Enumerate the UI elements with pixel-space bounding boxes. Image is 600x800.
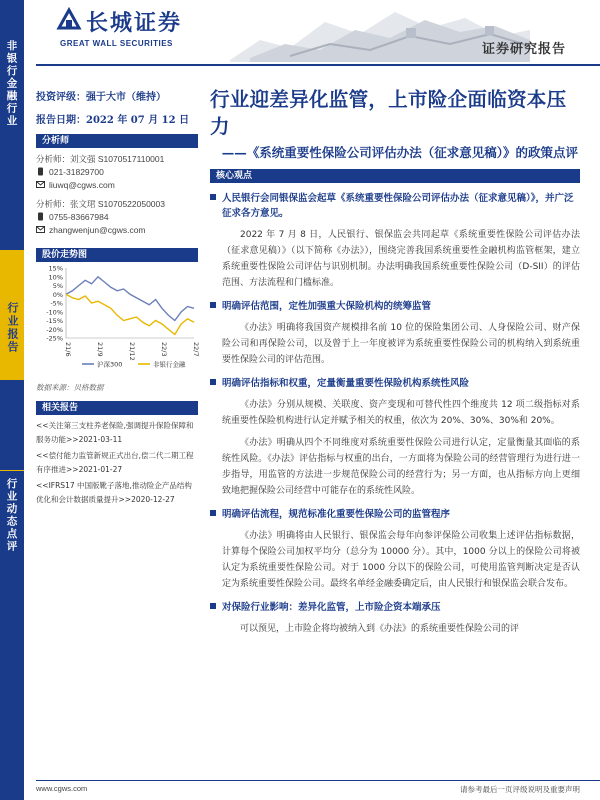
core-point	[210, 600, 580, 615]
core-point-paragraph: 《办法》明确从四个不同维度对系统重要性保险公司进行认定，定量衡量其面临的系统性风险。《办法》评估指标与权重的出台，一方面将为保险公司的经营管理行为进行进一步指导，用监管的方法进一步规范保险公司的经营行为；另一方面，也从指标方向上更细致地把握保险公司经营中可能存在的系统性风险。	[222, 438, 580, 496]
core-point	[210, 299, 580, 314]
core-views-head: 核心观点	[210, 169, 580, 183]
y-tick-label: -20%	[46, 325, 63, 334]
brand-name-en: GREAT WALL SECURITIES	[60, 39, 173, 48]
core-point	[210, 191, 580, 221]
stock-chart-section	[36, 248, 198, 393]
y-tick-label: 5%	[52, 282, 63, 290]
report-title: 行业迎差异化监管，上市险企面临资本压力	[210, 88, 567, 138]
report-subtitle: ——《系统重要性保险公司评估办法（征求意见稿）》的政策点评	[221, 145, 578, 160]
analyst-2-phone: 0755-83667984	[36, 210, 198, 223]
stock-price-chart-svg	[36, 262, 198, 370]
core-point-paragraph: 可以预见，上市险企将均被纳入到《办法》的系统重要性保险公司的评	[240, 624, 520, 634]
x-tick-label: 22/7	[192, 342, 200, 357]
related-reports-list	[36, 419, 198, 507]
x-tick-label: 21/6	[64, 342, 72, 357]
y-tick-label: -5%	[50, 299, 63, 308]
related-report-item[interactable]: <<关注第三支柱养老保险,强调提升保险保障和服务功能>>2021-03-11	[36, 421, 194, 444]
square-bullet-icon	[210, 376, 222, 391]
x-tick-label: 21/9	[96, 342, 104, 357]
footer-disclaimer: 请参考最后一页评级说明及重要声明	[460, 785, 580, 794]
core-views-list	[210, 191, 580, 637]
legend-label: 沪深300	[97, 360, 123, 369]
y-tick-label: -15%	[46, 317, 63, 325]
footer-website[interactable]: www.cgws.com	[36, 784, 88, 793]
email-icon	[36, 180, 45, 189]
x-tick-label: 21/12	[128, 342, 136, 361]
email-icon	[36, 225, 45, 234]
analyst-2-email[interactable]: zhangwenjun@cgws.com	[36, 223, 198, 236]
side-segment-comment: 行业动态点评	[5, 478, 18, 553]
analyst-1-email[interactable]: liuwq@cgws.com	[36, 178, 198, 191]
square-bullet-icon	[210, 507, 222, 522]
core-point-heading: 明确评估指标和权重，定量衡量重要性保险机构系统性风险	[222, 378, 470, 389]
phone-icon	[36, 167, 45, 176]
core-point-paragraph: 《办法》明确将由人民银行、银保监会每年向参评保险公司收集上述评估指标数据，计算每个保险公司加权平均分（总分为 10000 分）。其中，1000 分以上的保险公司将被认定为系统重要性保险公司。对于 1000 分以下的保险公司，可使用监管判断决定是否认定为系统重要性保险公司。最终名单经金融委确定后，由人民银行和银保监会联合发布。	[222, 531, 580, 589]
analyst-section-head: 分析师	[36, 134, 198, 148]
core-point-heading: 明确评估流程，规范标准化重要性保险公司的监管程序	[222, 509, 451, 520]
side-category-bar	[0, 0, 24, 800]
core-point-paragraph: 《办法》分别从规模、关联度、资产变现和可替代性四个维度共 12 项二级指标对系统重要性保险机构进行认定并赋予相关的权重，依次为 20%、30%、30%和 20%。	[222, 400, 580, 426]
header-divider	[36, 64, 600, 66]
related-report-item[interactable]: <<IFRS17 中国版靴子落地,推动险企产品结构优化和会计数据质量提升>>2020-12-27	[36, 481, 192, 504]
core-point-paragraph: 《办法》明确将我国资产规模排名前 10 位的保险集团公司、人身保险公司、财产保险公司和再保险公司，以及曾于上一年度被评为系统重要性保险公司的机构纳入到系统重要性保险公司的评估范围。	[222, 323, 580, 365]
legend-label: 非银行金融	[153, 360, 186, 369]
related-report-item[interactable]: <<偿付能力监管新规正式出台,偿二代二期工程有序推进>>2021-01-27	[36, 451, 194, 474]
series-line	[66, 294, 194, 334]
stock-chart-head: 股价走势图	[36, 248, 198, 262]
square-bullet-icon	[210, 299, 222, 314]
y-tick-label: 15%	[48, 264, 63, 273]
related-reports-section	[36, 401, 198, 507]
main-content	[210, 80, 580, 637]
y-tick-label: 0%	[52, 290, 63, 299]
y-tick-label: 10%	[48, 273, 63, 282]
side-segment-industry: 非银行金融行业	[5, 40, 18, 128]
related-reports-head: 相关报告	[36, 401, 198, 415]
y-tick-label: -25%	[46, 334, 63, 343]
analyst-2-name: 分析师：张文珺 S1070522050003	[36, 198, 165, 209]
chart-source: 数据来源：贝格数据	[36, 383, 104, 392]
stock-price-chart	[36, 262, 198, 370]
core-point-heading: 人民银行会同银保监会起草《系统重要性保险公司评估办法（征求意见稿）》，并广泛征求各方意见。	[222, 193, 574, 219]
core-point-heading: 对保险行业影响：差异化监管，上市险企资本端承压	[222, 602, 441, 613]
series-line	[66, 277, 194, 321]
sidebar-info	[36, 80, 198, 507]
report-date: 报告日期：2022 年 07 月 12 日	[36, 115, 190, 126]
core-point	[210, 507, 580, 522]
square-bullet-icon	[210, 600, 222, 615]
footer-divider	[36, 780, 600, 781]
y-tick-label: -10%	[46, 308, 63, 317]
analyst-1-name: 分析师：刘文强 S1070517110001	[36, 153, 165, 164]
brand-logo	[58, 6, 218, 50]
core-point-heading: 明确评估范围，定性加强重大保险机构的统筹监管	[222, 301, 432, 312]
phone-icon	[36, 212, 45, 221]
core-point-paragraph: 2022 年 7 月 8 日，人民银行、银保监会共同起草《系统重要性保险公司评估办法（征求意见稿）》（以下简称《办法》），围绕完善我国系统重要性金融机构监管框架，建立系统重要性保险公司评估与识别机制。办法明确我国系统重要性保险公司（D-SII）的评估范围、方法流程和门槛标准。	[222, 230, 580, 288]
x-tick-label: 22/3	[160, 342, 168, 357]
brand-logo-icon	[58, 8, 80, 30]
side-segment-report: 行业报告	[0, 250, 24, 380]
report-header	[0, 0, 600, 80]
analyst-1-phone: 021-31829700	[36, 165, 198, 178]
square-bullet-icon	[210, 191, 222, 221]
core-point	[210, 376, 580, 391]
report-type-label: 证券研究报告	[481, 42, 566, 57]
brand-name-cn: 长城证券	[86, 11, 183, 36]
analyst-section	[36, 134, 198, 236]
investment-rating: 投资评级：强于大市（维持）	[36, 92, 166, 103]
